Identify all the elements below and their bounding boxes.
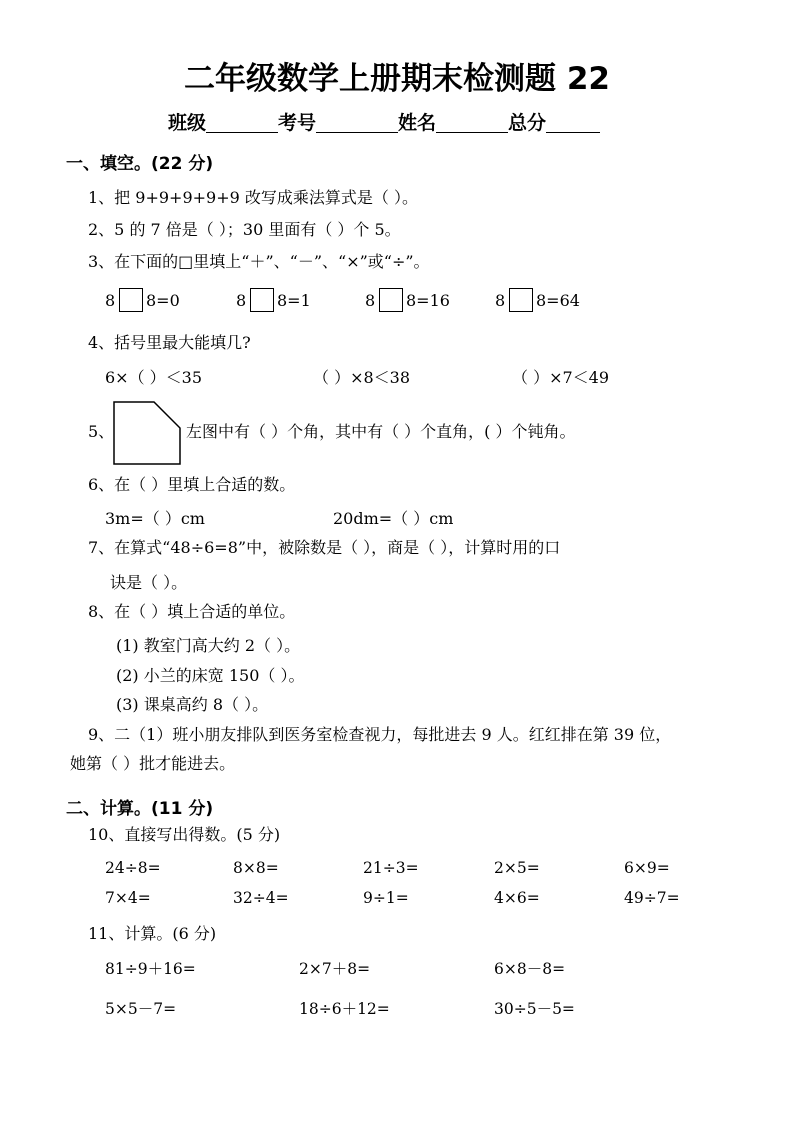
question-1: 1、把 9+9+9+9+9 改写成乘法算式是（ ）。	[88, 188, 418, 207]
q3-item-2-right: 8=1	[277, 291, 311, 310]
question-9-line2: 她第（ ）批才能进去。	[70, 754, 236, 773]
q3-item-1-right: 8=0	[146, 291, 180, 310]
exam-number-label: 考号	[278, 112, 317, 134]
page-title: 二年级数学上册期末检测题 22	[184, 61, 610, 97]
section1-title: 一、填空。(22 分)	[66, 154, 214, 174]
q10-item: 4×6=	[494, 889, 540, 907]
class-blank	[206, 114, 278, 133]
answer-box[interactable]	[509, 288, 533, 312]
q3-item-4-right: 8=64	[536, 291, 580, 310]
q10-item: 21÷3=	[363, 859, 419, 877]
answer-box[interactable]	[379, 288, 403, 312]
q4-item-2: （ ）×8＜38	[313, 368, 411, 387]
q3-item-2-left: 8	[236, 291, 247, 310]
answer-box[interactable]	[250, 288, 274, 312]
q3-item-1-left: 8	[105, 291, 116, 310]
class-label: 班级	[168, 112, 207, 134]
question-7-line2: 诀是（ ）。	[110, 573, 188, 592]
q5-number: 5、	[88, 422, 115, 441]
q6-item-2: 20dm=（ ）cm	[333, 509, 454, 528]
name-label: 姓名	[398, 112, 437, 134]
q10-item: 2×5=	[494, 859, 540, 877]
question-4: 4、括号里最大能填几?	[88, 333, 251, 352]
q4-item-1: 6×（ ）＜35	[105, 368, 203, 387]
q10-item: 9÷1=	[363, 889, 409, 907]
answer-box[interactable]	[119, 288, 143, 312]
q3-item-3-right: 8=16	[406, 291, 450, 310]
total-score-label: 总分	[508, 112, 547, 134]
q11-item: 6×8－8=	[494, 960, 566, 978]
name-blank	[436, 114, 508, 133]
exam-number-blank	[316, 114, 398, 133]
q6-item-1: 3m=（ ）cm	[105, 509, 205, 528]
q3-item-4-left: 8	[495, 291, 506, 310]
question-7-line1: 7、在算式“48÷6=8”中，被除数是（ ），商是（ ），计算时用的口	[88, 538, 561, 557]
q10-item: 7×4=	[105, 889, 151, 907]
question-2: 2、5 的 7 倍是（ ）；30 里面有（ ）个 5。	[88, 220, 401, 239]
q8-item-2: (2) 小兰的床宽 150（ ）。	[116, 666, 305, 685]
question-8: 8、在（ ）填上合适的单位。	[88, 602, 296, 621]
q11-item: 2×7＋8=	[299, 960, 371, 978]
section2-title: 二、计算。(11 分)	[66, 799, 214, 819]
q10-item: 32÷4=	[233, 889, 289, 907]
q10-item: 8×8=	[233, 859, 279, 877]
q3-item-3-left: 8	[365, 291, 376, 310]
q8-item-1: (1) 教室门高大约 2（ ）。	[116, 636, 301, 655]
question-6: 6、在（ ）里填上合适的数。	[88, 475, 296, 494]
q10-item: 24÷8=	[105, 859, 161, 877]
q11-item: 5×5－7=	[105, 1000, 177, 1018]
q8-item-3: (3) 课桌高约 8（ ）。	[116, 695, 269, 714]
q11-item: 30÷5－5=	[494, 1000, 575, 1018]
q4-item-3: （ ）×7＜49	[512, 368, 610, 387]
q10-item: 49÷7=	[624, 889, 680, 907]
total-score-blank	[546, 114, 600, 133]
question-5: 左图中有（ ）个角，其中有（ ）个直角，( ）个钝角。	[186, 422, 576, 441]
question-10: 10、直接写出得数。(5 分)	[88, 825, 281, 844]
question-3: 3、在下面的□里填上“＋”、“－”、“×”或“÷”。	[88, 252, 430, 271]
question-9-line1: 9、二（1）班小朋友排队到医务室检查视力，每批进去 9 人。红红排在第 39 位，	[88, 725, 672, 744]
q11-item: 18÷6＋12=	[299, 1000, 390, 1018]
student-info-line	[168, 114, 600, 133]
q10-item: 6×9=	[624, 859, 670, 877]
q11-item: 81÷9＋16=	[105, 960, 196, 978]
question-11: 11、计算。(6 分)	[88, 924, 217, 943]
pentagon-figure	[112, 400, 182, 466]
